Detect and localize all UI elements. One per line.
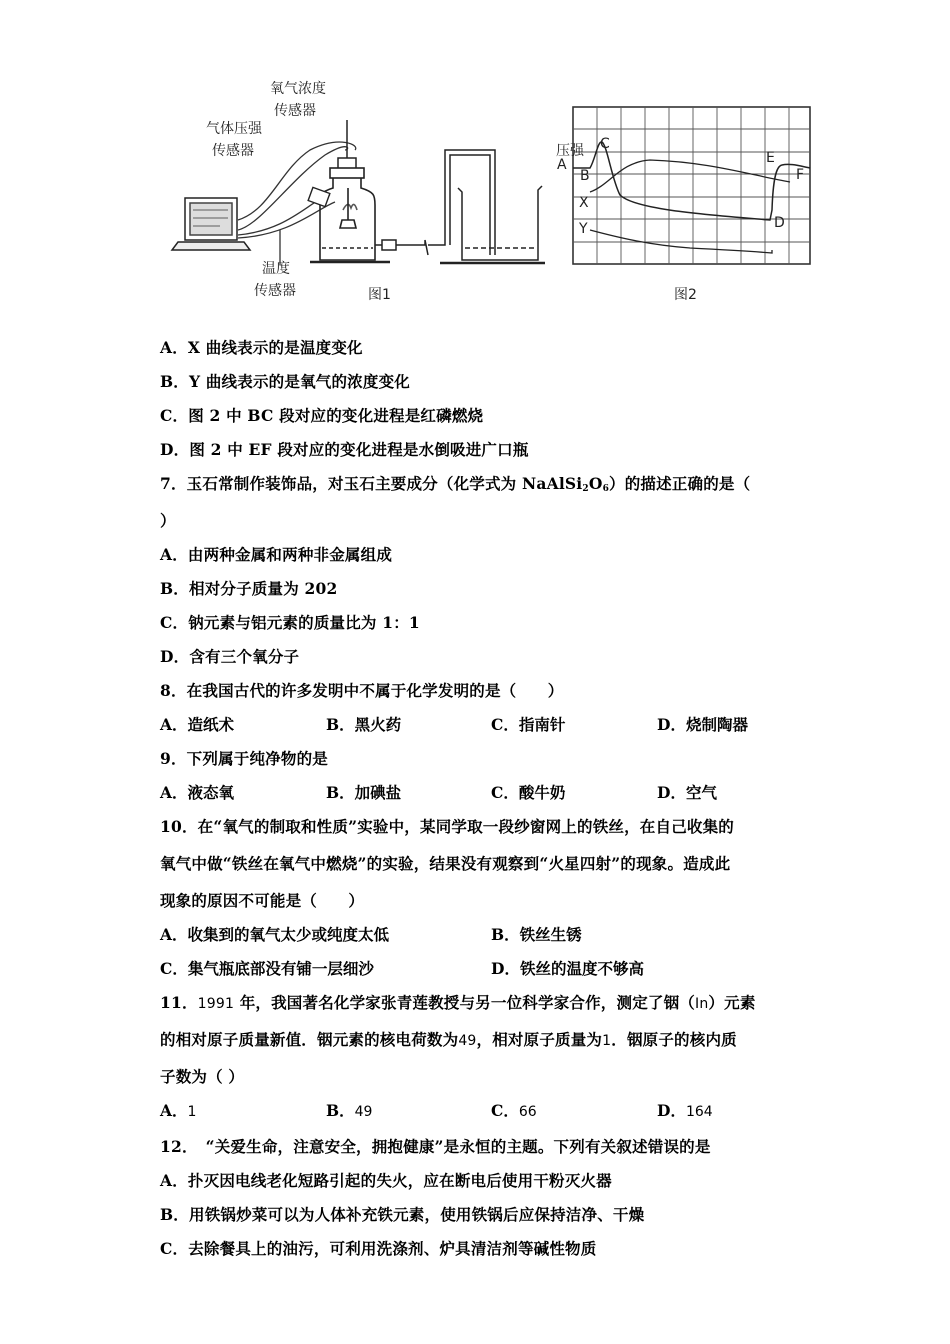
q9-option-c: C．酸牛奶 xyxy=(491,783,566,802)
q8-option-d: D．烧制陶器 xyxy=(657,715,748,734)
q11-c-value: 66 xyxy=(518,1104,537,1120)
q6-option-d: D．图 2 中 EF 段对应的变化进程是水倒吸进广口瓶 xyxy=(160,440,529,459)
q11-element-symbol: In xyxy=(695,996,709,1012)
pressure-chart xyxy=(573,107,810,264)
pressure-sensor-label-1: 气体压强 xyxy=(206,121,262,137)
q11-c-label: C． xyxy=(491,1101,519,1120)
q10-option-b: B．铁丝生锈 xyxy=(491,925,582,944)
point-f-label: F xyxy=(796,167,805,183)
fig2-caption: 图2 xyxy=(674,287,697,303)
q11-option-a xyxy=(160,1099,196,1121)
q9-option-b: B．加碘盐 xyxy=(326,783,402,802)
point-d-label: D xyxy=(774,215,785,231)
q7-option-d: D．含有三个氧分子 xyxy=(160,647,300,666)
q11-stem-end: ）元素 xyxy=(708,993,756,1012)
x-curve xyxy=(590,160,790,192)
q6-option-c: C．图 2 中 BC 段对应的变化进程是红磷燃烧 xyxy=(160,406,484,425)
beaker xyxy=(440,186,545,263)
q9-option-d: D．空气 xyxy=(657,783,717,802)
q11-stem-line3: 子数为（ ） xyxy=(160,1067,245,1086)
q11-option-c xyxy=(491,1099,537,1121)
q6-option-b: B．Y 曲线表示的是氧气的浓度变化 xyxy=(160,372,410,391)
q8-stem: 8．在我国古代的许多发明中不属于化学发明的是（ ） xyxy=(160,681,564,700)
q7-stem-o: O xyxy=(588,474,603,493)
q8-option-c: C．指南针 xyxy=(491,715,566,734)
point-e-label: E xyxy=(766,150,775,166)
q7-stem-end: ）的描述正确的是（ xyxy=(609,474,751,493)
q7-stem-line2: ） xyxy=(160,511,176,530)
y-curve xyxy=(590,230,772,253)
q9-stem: 9．下列属于纯净物的是 xyxy=(160,749,328,768)
q11-option-b xyxy=(326,1099,372,1121)
q12-option-b: B．用铁锅炒菜可以为人体补充铁元素，使用铁锅后应保持洁净、干燥 xyxy=(160,1205,645,1224)
q10-stem-line2: 氧气中做“铁丝在氧气中燃烧”的实验，结果没有观察到“火星四射”的现象。造成此 xyxy=(160,854,731,873)
q7-option-a: A．由两种金属和两种非金属组成 xyxy=(160,545,393,564)
q11-b-value: 49 xyxy=(354,1104,373,1120)
q11-l2-text: 的相对原子质量新值．铟元素的核电荷数为 xyxy=(160,1030,459,1049)
q11-nuclear-charge: 49 xyxy=(458,1033,477,1049)
q11-stem-text: 年，我国著名化学家张青莲教授与另一位科学家合作，测定了铟（ xyxy=(234,993,696,1012)
experiment-figure xyxy=(150,70,830,320)
q11-option-d xyxy=(657,1099,713,1121)
q10-option-a: A．收集到的氧气太少或纯度太低 xyxy=(160,925,390,944)
q11-l2-end: ．铟原子的核内质 xyxy=(611,1030,737,1049)
q8-option-a: A．造纸术 xyxy=(160,715,235,734)
q10-option-c: C．集气瓶底部没有铺一层细沙 xyxy=(160,959,374,978)
chart-y-axis-label: 压强 xyxy=(556,143,584,159)
point-b-label: B xyxy=(580,168,590,184)
q7-subscript-si: 2 xyxy=(582,484,589,494)
point-a-label: A xyxy=(557,157,567,173)
q7-option-c: C．钠元素与铝元素的质量比为 1：1 xyxy=(160,613,420,632)
q11-year: 1991 xyxy=(197,996,235,1012)
q6-option-a: A．X 曲线表示的是温度变化 xyxy=(160,338,363,357)
temp-sensor-label-1: 温度 xyxy=(262,261,290,277)
q10-stem-line1: 10．在“氧气的制取和性质”实验中，某同学取一段纱窗网上的铁丝，在自己收集的 xyxy=(160,817,735,836)
curve-x-label: X xyxy=(579,195,589,211)
q11-a-label: A． xyxy=(160,1101,188,1120)
q10-stem-line3: 现象的原因不可能是（ ） xyxy=(160,891,365,910)
q11-a-value: 1 xyxy=(187,1104,197,1120)
q11-d-label: D． xyxy=(657,1101,686,1120)
laptop-icon xyxy=(172,198,250,250)
curve-y-label: Y xyxy=(579,221,588,237)
wide-mouth-bottle xyxy=(310,168,390,262)
q11-number: 11． xyxy=(160,993,198,1012)
q11-stem-line2 xyxy=(160,1028,737,1050)
q7-stem-text: 7．玉石常制作装饰品，对玉石主要成分（化学式为 NaAlSi xyxy=(160,474,583,493)
q11-atomic-mass: 1 xyxy=(602,1033,612,1049)
q11-d-value: 164 xyxy=(685,1104,713,1120)
q12-option-a: A．扑灭因电线老化短路引起的失火，应在断电后使用干粉灭火器 xyxy=(160,1171,612,1190)
oxygen-sensor-label-2: 传感器 xyxy=(274,103,316,119)
fig1-caption: 图1 xyxy=(368,287,391,303)
q11-stem-line1 xyxy=(160,991,756,1013)
q12-stem: 12． “关爱生命，注意安全，拥抱健康”是永恒的主题。下列有关叙述错误的是 xyxy=(160,1137,711,1156)
q10-option-d: D．铁丝的温度不够高 xyxy=(491,959,644,978)
q7-subscript-o: 6 xyxy=(602,484,610,494)
q8-option-b: B．黑火药 xyxy=(326,715,402,734)
q7-option-b: B．相对分子质量为 202 xyxy=(160,579,338,598)
q11-b-label: B． xyxy=(326,1101,355,1120)
temp-sensor-label-2: 传感器 xyxy=(254,283,296,299)
q9-option-a: A．液态氧 xyxy=(160,783,235,802)
oxygen-sensor-label-1: 氧气浓度 xyxy=(270,81,326,97)
q12-option-c: C．去除餐具上的油污，可利用洗涤剂、炉具清洁剂等碱性物质 xyxy=(160,1239,597,1258)
figure-drawing xyxy=(150,70,830,320)
q7-stem xyxy=(160,472,750,494)
connecting-tube xyxy=(375,150,495,255)
q11-l2-mid: ，相对原子质量为 xyxy=(476,1030,603,1049)
point-c-label: C xyxy=(600,136,610,152)
pressure-sensor-label-2: 传感器 xyxy=(212,143,254,159)
